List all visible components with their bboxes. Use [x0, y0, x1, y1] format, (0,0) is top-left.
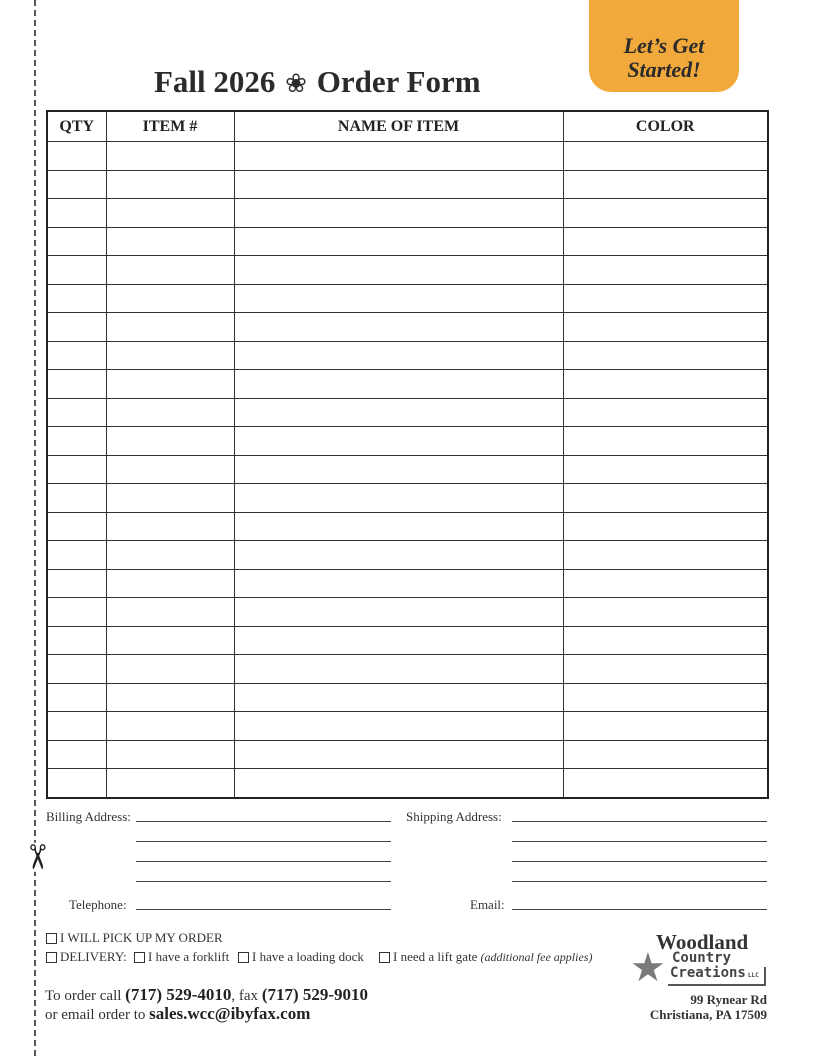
billing-address-label: Billing Address:: [46, 809, 131, 824]
qty-cell[interactable]: [47, 512, 106, 541]
shipping-address-label: Shipping Address:: [406, 809, 502, 824]
lift-gate-label: I need a lift gate: [393, 949, 478, 964]
item-number-cell[interactable]: [106, 142, 234, 171]
item-number-cell[interactable]: [106, 256, 234, 285]
pickup-checkbox[interactable]: [46, 933, 57, 944]
contact-info: [45, 986, 368, 1024]
column-header-name-of-item: NAME OF ITEM: [234, 111, 563, 142]
loading-dock-label: I have a loading dock: [252, 949, 364, 964]
billing-address-line-1[interactable]: [136, 821, 391, 822]
color-cell[interactable]: [563, 341, 768, 370]
item-number-cell[interactable]: [106, 484, 234, 513]
title-form: Order Form: [316, 64, 481, 99]
table-row: [47, 341, 768, 370]
name-of-item-cell[interactable]: [234, 769, 563, 798]
table-row: [47, 227, 768, 256]
pickup-option[interactable]: [46, 930, 223, 946]
item-number-cell[interactable]: [106, 427, 234, 456]
qty-cell[interactable]: [47, 598, 106, 627]
email-line[interactable]: [512, 909, 767, 910]
qty-cell[interactable]: [47, 370, 106, 399]
tab-line-2: Started!: [627, 57, 701, 82]
table-row: [47, 598, 768, 627]
delivery-label: DELIVERY:: [60, 949, 127, 964]
color-cell[interactable]: [563, 227, 768, 256]
name-of-item-cell[interactable]: [234, 341, 563, 370]
qty-cell[interactable]: [47, 313, 106, 342]
loading-dock-option[interactable]: [238, 949, 364, 965]
forklift-option[interactable]: [134, 949, 229, 965]
color-cell[interactable]: [563, 313, 768, 342]
company-address: [650, 992, 767, 1022]
qty-cell[interactable]: [47, 398, 106, 427]
column-header-qty: QTY: [47, 111, 106, 142]
address-city: Christiana, PA 17509: [649, 1007, 767, 1022]
qty-cell[interactable]: [47, 484, 106, 513]
color-cell[interactable]: [563, 256, 768, 285]
color-cell[interactable]: [563, 769, 768, 798]
item-number-cell[interactable]: [106, 626, 234, 655]
logo-llc: LLC: [747, 972, 759, 979]
lift-gate-option[interactable]: [379, 949, 592, 965]
fax-number: (717) 529-9010: [261, 985, 369, 1004]
table-row: [47, 256, 768, 285]
shipping-address-line-4[interactable]: [512, 881, 767, 882]
color-cell[interactable]: [563, 284, 768, 313]
table-row: [47, 313, 768, 342]
loading-dock-checkbox[interactable]: [238, 952, 249, 963]
item-number-cell[interactable]: [106, 683, 234, 712]
color-cell[interactable]: [563, 712, 768, 741]
name-of-item-cell[interactable]: [234, 541, 563, 570]
name-of-item-cell[interactable]: [234, 227, 563, 256]
logo-line-3: [670, 965, 759, 981]
item-number-cell[interactable]: [106, 512, 234, 541]
logo-line-3-text: Creations: [670, 965, 746, 981]
item-number-cell[interactable]: [106, 170, 234, 199]
color-cell[interactable]: [563, 655, 768, 684]
name-of-item-cell[interactable]: [234, 740, 563, 769]
color-cell[interactable]: [563, 626, 768, 655]
item-number-cell[interactable]: [106, 398, 234, 427]
name-of-item-cell[interactable]: [234, 284, 563, 313]
name-of-item-cell[interactable]: [234, 170, 563, 199]
table-header-row: [47, 111, 768, 142]
company-logo: [628, 930, 768, 990]
item-number-cell[interactable]: [106, 541, 234, 570]
item-number-cell[interactable]: [106, 655, 234, 684]
delivery-option[interactable]: [46, 949, 127, 965]
email-prefix: or email order to: [45, 1007, 150, 1023]
color-cell[interactable]: [563, 598, 768, 627]
table-row: [47, 170, 768, 199]
color-cell[interactable]: [563, 170, 768, 199]
tab-line-1: Let’s Get: [623, 33, 705, 58]
item-number-cell[interactable]: [106, 313, 234, 342]
name-of-item-cell[interactable]: [234, 569, 563, 598]
color-cell[interactable]: [563, 683, 768, 712]
flower-icon: ❀: [285, 69, 307, 99]
color-cell[interactable]: [563, 569, 768, 598]
call-prefix: To order call: [45, 988, 126, 1004]
name-of-item-cell[interactable]: [234, 142, 563, 171]
name-of-item-cell[interactable]: [234, 683, 563, 712]
qty-cell[interactable]: [47, 740, 106, 769]
title-season: Fall 2026: [154, 64, 276, 99]
name-of-item-cell[interactable]: [234, 484, 563, 513]
item-number-cell[interactable]: [106, 569, 234, 598]
started-tab-text: [589, 34, 739, 82]
color-cell[interactable]: [563, 427, 768, 456]
color-cell[interactable]: [563, 370, 768, 399]
qty-cell[interactable]: [47, 284, 106, 313]
name-of-item-cell[interactable]: [234, 256, 563, 285]
qty-cell[interactable]: [47, 655, 106, 684]
table-row: [47, 541, 768, 570]
lift-gate-checkbox[interactable]: [379, 952, 390, 963]
delivery-checkbox[interactable]: [46, 952, 57, 963]
item-number-cell[interactable]: [106, 598, 234, 627]
item-number-cell[interactable]: [106, 370, 234, 399]
item-number-cell[interactable]: [106, 341, 234, 370]
name-of-item-cell[interactable]: [234, 427, 563, 456]
billing-address-line-2[interactable]: [136, 841, 391, 842]
qty-cell[interactable]: [47, 455, 106, 484]
qty-cell[interactable]: [47, 427, 106, 456]
color-cell[interactable]: [563, 740, 768, 769]
name-of-item-cell[interactable]: [234, 712, 563, 741]
item-number-cell[interactable]: [106, 284, 234, 313]
cut-line: [34, 0, 36, 1056]
color-cell[interactable]: [563, 484, 768, 513]
item-number-cell[interactable]: [106, 740, 234, 769]
qty-cell[interactable]: [47, 256, 106, 285]
qty-cell[interactable]: [47, 683, 106, 712]
logo-line-1: Woodland: [656, 930, 749, 954]
name-of-item-cell[interactable]: [234, 626, 563, 655]
item-number-cell[interactable]: [106, 199, 234, 228]
item-number-cell[interactable]: [106, 455, 234, 484]
item-number-cell[interactable]: [106, 712, 234, 741]
column-header-item-number: ITEM #: [106, 111, 234, 142]
qty-cell[interactable]: [47, 199, 106, 228]
qty-cell[interactable]: [47, 541, 106, 570]
order-table: [46, 110, 769, 799]
billing-address-line-3[interactable]: [136, 861, 391, 862]
telephone-line[interactable]: [136, 909, 391, 910]
color-cell[interactable]: [563, 398, 768, 427]
table-row: [47, 370, 768, 399]
contact-email-line: [45, 1005, 368, 1024]
table-row: [47, 398, 768, 427]
name-of-item-cell[interactable]: [234, 655, 563, 684]
column-header-color: COLOR: [563, 111, 768, 142]
table-row: [47, 142, 768, 171]
shipping-address-line-1[interactable]: [512, 821, 767, 822]
name-of-item-cell[interactable]: [234, 199, 563, 228]
item-number-cell[interactable]: [106, 227, 234, 256]
color-cell[interactable]: [563, 199, 768, 228]
table-row: [47, 512, 768, 541]
email-label: Email:: [470, 897, 505, 912]
table-row: [47, 769, 768, 798]
color-cell[interactable]: [563, 455, 768, 484]
table-row: [47, 712, 768, 741]
qty-cell[interactable]: [47, 227, 106, 256]
forklift-checkbox[interactable]: [134, 952, 145, 963]
fax-prefix: , fax: [231, 988, 262, 1004]
table-row: [47, 655, 768, 684]
contact-phone-line: [45, 986, 368, 1005]
name-of-item-cell[interactable]: [234, 512, 563, 541]
order-email: sales.wcc@ibyfax.com: [149, 1004, 311, 1023]
name-of-item-cell[interactable]: [234, 370, 563, 399]
order-table-body: [47, 142, 768, 798]
name-of-item-cell[interactable]: [234, 598, 563, 627]
qty-cell[interactable]: [47, 712, 106, 741]
table-row: [47, 199, 768, 228]
shipping-address-line-3[interactable]: [512, 861, 767, 862]
address-street: 99 Rynear Rd: [690, 992, 767, 1007]
forklift-label: I have a forklift: [148, 949, 230, 964]
star-icon: ★: [630, 945, 666, 991]
page-title: [154, 64, 481, 100]
item-number-cell[interactable]: [106, 769, 234, 798]
logo-bracket: [764, 967, 766, 985]
telephone-label: Telephone:: [69, 897, 127, 912]
color-cell[interactable]: [563, 541, 768, 570]
phone-number: (717) 529-4010: [125, 985, 232, 1004]
qty-cell[interactable]: [47, 626, 106, 655]
table-row: [47, 740, 768, 769]
color-cell[interactable]: [563, 512, 768, 541]
qty-cell[interactable]: [47, 569, 106, 598]
name-of-item-cell[interactable]: [234, 455, 563, 484]
scissors-icon: ✂: [16, 842, 57, 872]
qty-cell[interactable]: [47, 769, 106, 798]
qty-cell[interactable]: [47, 341, 106, 370]
qty-cell[interactable]: [47, 170, 106, 199]
billing-address-line-4[interactable]: [136, 881, 391, 882]
table-row: [47, 569, 768, 598]
logo-underline: [668, 984, 766, 986]
logo-line-2: Country: [672, 950, 732, 966]
name-of-item-cell[interactable]: [234, 313, 563, 342]
name-of-item-cell[interactable]: [234, 398, 563, 427]
table-row: [47, 455, 768, 484]
table-row: [47, 683, 768, 712]
color-cell[interactable]: [563, 142, 768, 171]
pickup-label: I WILL PICK UP MY ORDER: [60, 930, 223, 945]
table-row: [47, 427, 768, 456]
table-row: [47, 284, 768, 313]
table-row: [47, 484, 768, 513]
lift-gate-note: (additional fee applies): [480, 949, 593, 964]
qty-cell[interactable]: [47, 142, 106, 171]
table-row: [47, 626, 768, 655]
shipping-address-line-2[interactable]: [512, 841, 767, 842]
